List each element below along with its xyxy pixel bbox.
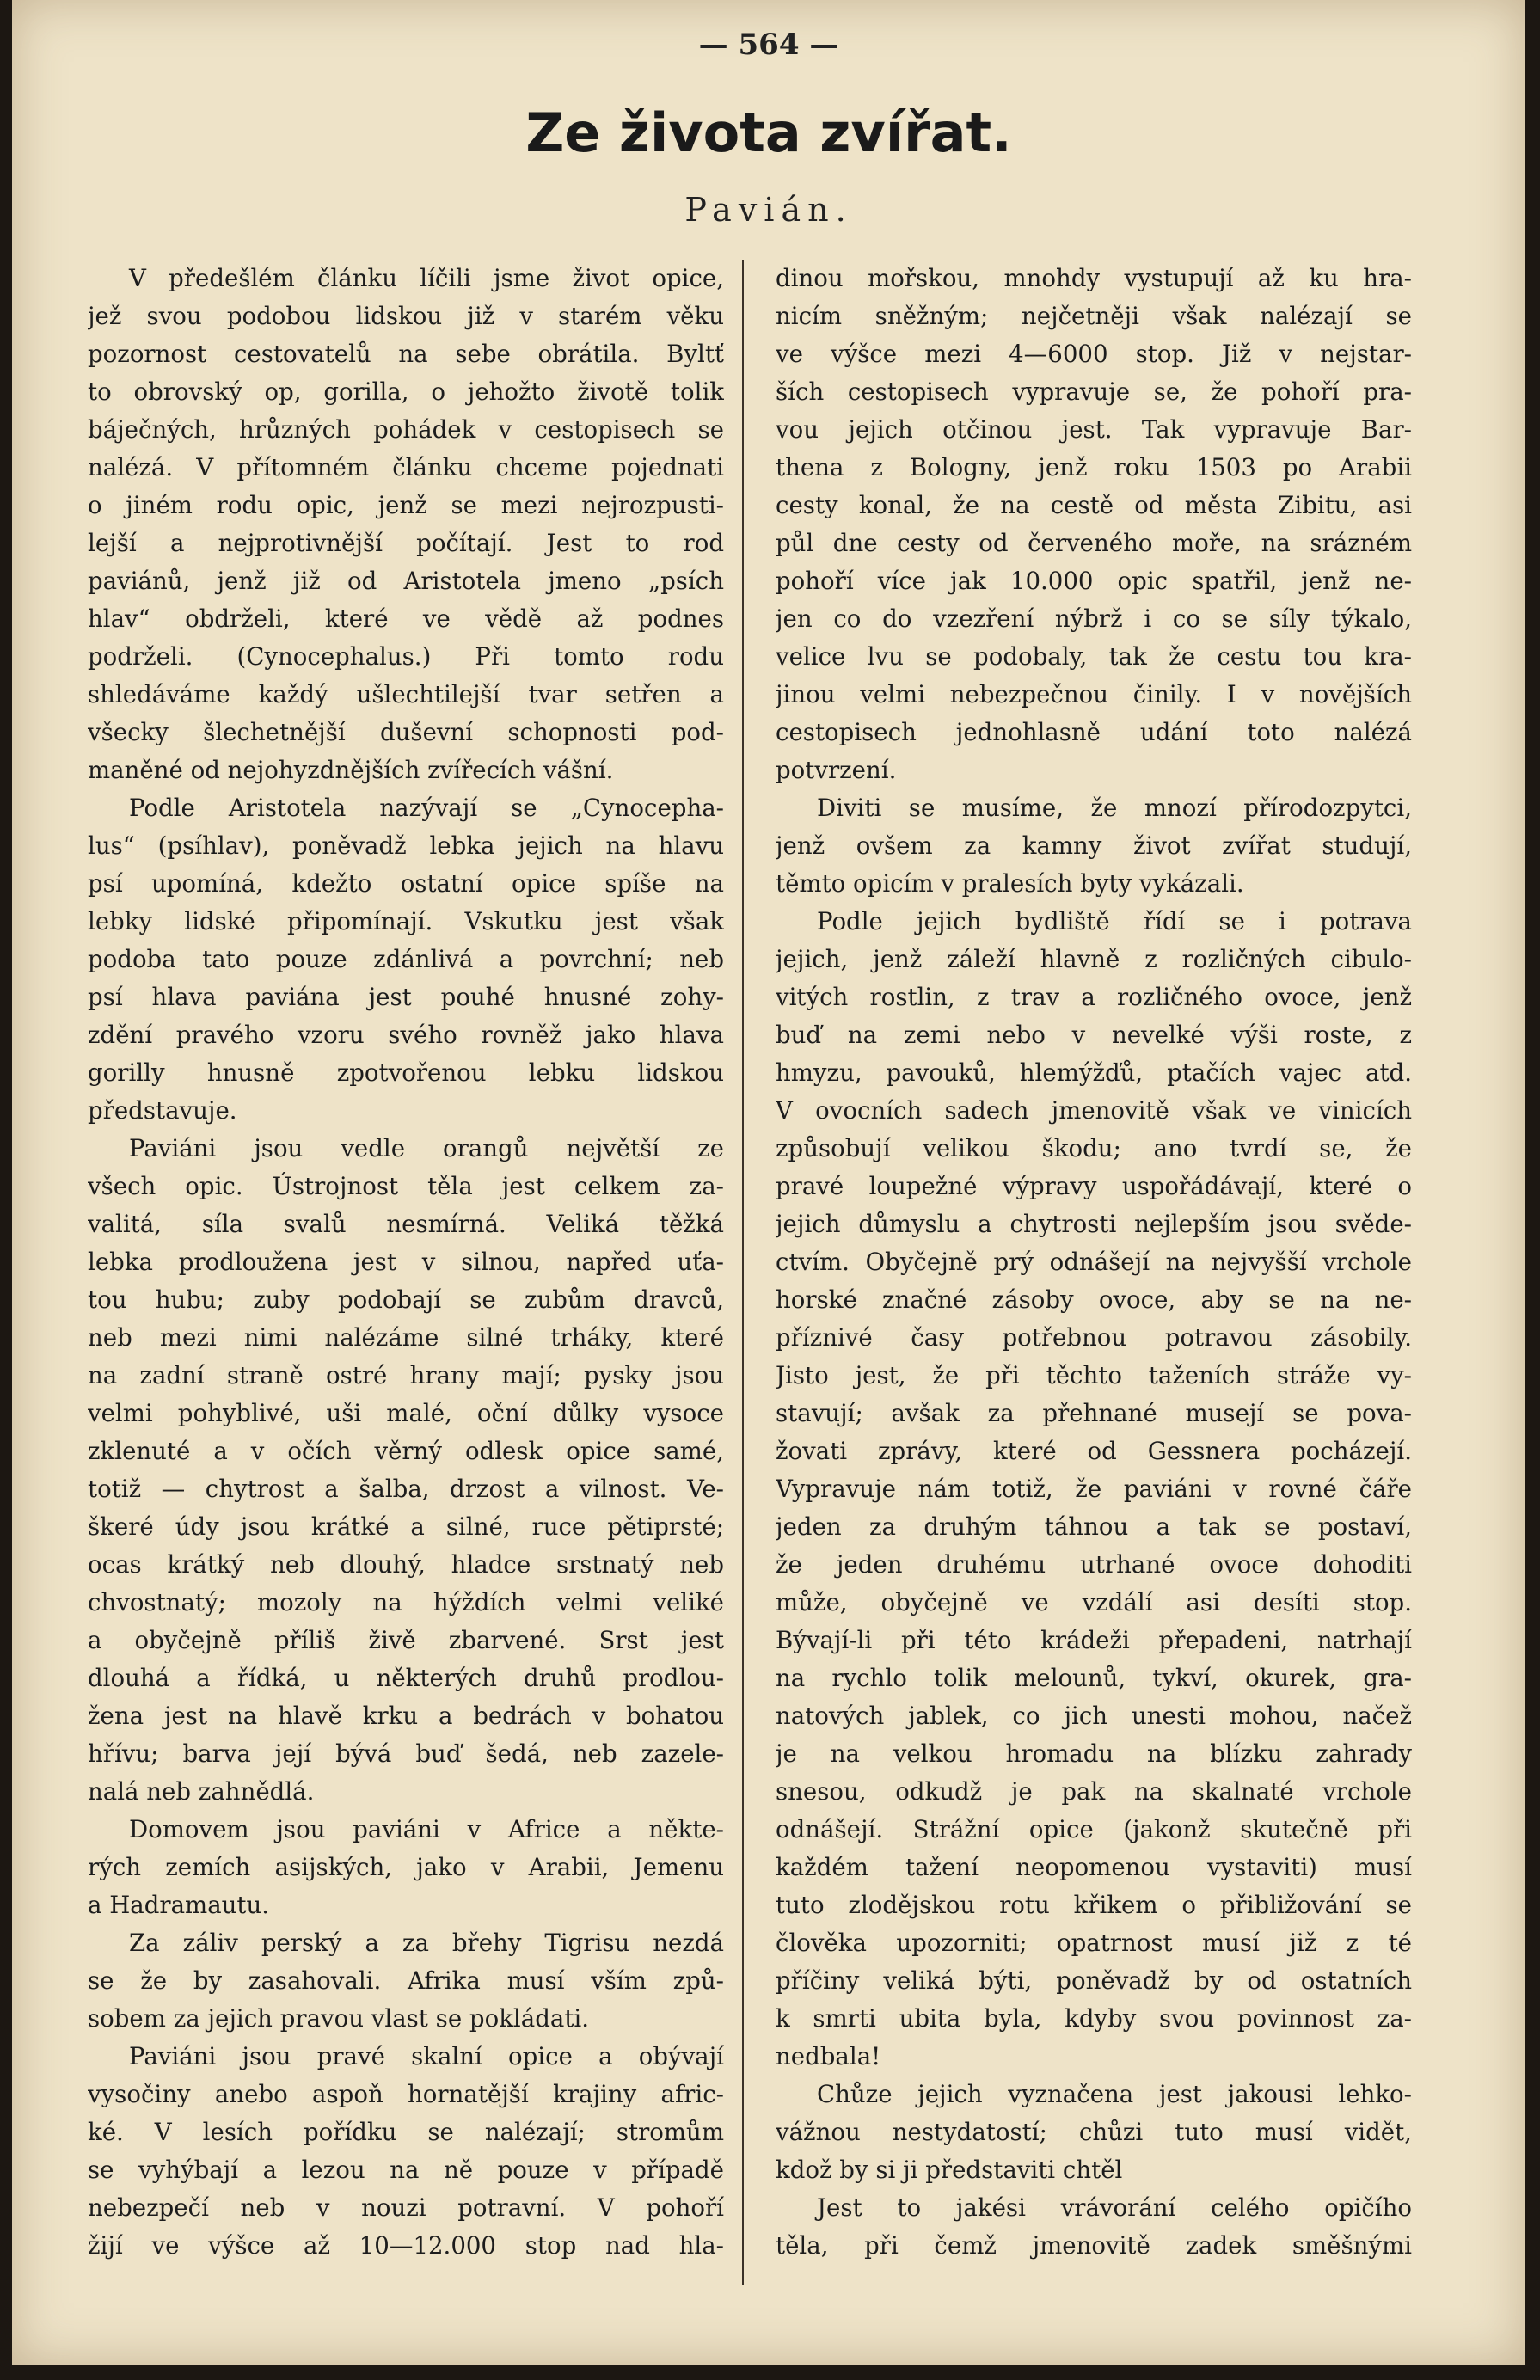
text-line: vážnou nestydatostí; chůzi tuto musí vidět, bbox=[776, 2118, 1412, 2146]
text-line: všecky šlechetnější duševní schopnosti pod- bbox=[88, 718, 724, 746]
text-line: může, obyčejně ve vzdálí asi desíti stop. bbox=[776, 1588, 1412, 1616]
text-line: Za záliv perský a za břehy Tigrisu nezdá bbox=[129, 1929, 724, 1957]
text-line: hřívu; barva její bývá buď šedá, neb zazele- bbox=[88, 1739, 724, 1768]
text-line: cestopisech jednohlasně udání toto nalézá bbox=[776, 718, 1412, 746]
text-line: potvrzení. bbox=[776, 756, 897, 784]
text-line: V ovocních sadech jmenovitě však ve vinicích bbox=[776, 1096, 1412, 1125]
text-line: všech opic. Ústrojnost těla jest celkem za- bbox=[88, 1172, 724, 1200]
text-line: nalá neb zahnědlá. bbox=[88, 1777, 315, 1806]
text-line: Paviáni jsou vedle orangů největší ze bbox=[129, 1134, 724, 1162]
text-line: lebky lidské připomínají. Vskutku jest však bbox=[88, 907, 724, 935]
text-line: pravé loupežné výpravy uspořádávají, které o bbox=[776, 1172, 1412, 1200]
text-line: člověka upozorniti; opatrnost musí již z té bbox=[776, 1929, 1412, 1957]
text-line: každém tažení neopomenou vystaviti) musí bbox=[776, 1853, 1412, 1881]
text-line: způsobují velikou škodu; ano tvrdí se, že bbox=[776, 1134, 1412, 1162]
article-headline: Ze života zvířat. bbox=[525, 101, 1012, 164]
text-line: vou jejich otčinou jest. Tak vypravuje Bar- bbox=[776, 415, 1412, 444]
text-line: půl dne cesty od červeného moře, na srázném bbox=[776, 529, 1412, 557]
text-line: těmto opicím v pralesích byty vykázali. bbox=[776, 869, 1244, 898]
text-line: hlav“ obdrželi, které ve vědě až podnes bbox=[88, 604, 724, 633]
text-line: jeden za druhým táhnou a tak se postaví, bbox=[776, 1512, 1412, 1541]
text-line: nicím sněžným; nejčetněji však nalézají se bbox=[776, 302, 1412, 330]
text-line: podoba tato pouze zdánlivá a povrchní; neb bbox=[88, 945, 724, 973]
text-line: jejich, jenž záleží hlavně z rozličných cibulo- bbox=[776, 945, 1412, 973]
text-line: stavují; avšak za přehnané musejí se pova- bbox=[776, 1399, 1412, 1427]
text-line: neb mezi nimi nalézáme silné trháky, které bbox=[88, 1323, 724, 1352]
text-line: na zadní straně ostré hrany mají; pysky jsou bbox=[88, 1361, 724, 1389]
text-line: že jeden druhému utrhané ovoce dohoditi bbox=[776, 1550, 1412, 1579]
text-line: škeré údy jsou krátké a silné, ruce pětiprsté; bbox=[88, 1512, 724, 1541]
page-number: — 564 — bbox=[698, 28, 839, 62]
text-line: ocas krátký neb dlouhý, hladce srstnatý neb bbox=[88, 1550, 724, 1579]
text-line: se že by zasahovali. Afrika musí vším způ- bbox=[88, 1966, 724, 1995]
text-line: Chůze jejich vyznačena jest jakousi lehko- bbox=[817, 2080, 1412, 2108]
text-line: velmi pohyblivé, uši malé, oční důlky vysoce bbox=[88, 1399, 724, 1427]
text-line: sobem za jejich pravou vlast se pokládati. bbox=[88, 2004, 589, 2033]
text-line: Bývají-li při této krádeži přepadeni, natrhají bbox=[776, 1626, 1412, 1654]
text-line: ké. V lesích pořídku se nalézají; stromům bbox=[88, 2118, 724, 2146]
text-line: tuto zlodějskou rotu křikem o přibližování se bbox=[776, 1891, 1412, 1919]
text-line: nebezpečí neb v nouzi potravní. V pohoří bbox=[88, 2193, 724, 2222]
text-line: a obyčejně příliš živě zbarvené. Srst jest bbox=[88, 1626, 724, 1654]
text-line: dinou mořskou, mnohdy vystupují až ku hra- bbox=[776, 264, 1412, 292]
right-text-column bbox=[776, 260, 1412, 2265]
text-line: horské značné zásoby ovoce, aby se na ne- bbox=[776, 1285, 1412, 1314]
text-line: Paviáni jsou pravé skalní opice a obývají bbox=[129, 2042, 724, 2070]
text-line: natových jablek, co jich unesti mohou, načež bbox=[776, 1702, 1412, 1730]
text-line: Jest to jakési vrávorání celého opičího bbox=[817, 2193, 1412, 2222]
text-line: psí hlava paviána jest pouhé hnusné zohy- bbox=[88, 983, 724, 1011]
text-line: paviánů, jenž již od Aristotela jmeno „psích bbox=[88, 567, 724, 595]
text-line: ve výšce mezi 4—6000 stop. Již v nejstar- bbox=[776, 340, 1412, 368]
text-line: nalézá. V přítomném článku chceme pojednati bbox=[88, 453, 724, 482]
text-line: podrželi. (Cynocephalus.) Při tomto rodu bbox=[88, 642, 724, 671]
text-line: báječných, hrůzných pohádek v cestopisech se bbox=[88, 415, 724, 444]
text-line: lebka prodloužena jest v silnou, napřed uťa- bbox=[88, 1248, 724, 1276]
text-line: Podle jejich bydliště řídí se i potrava bbox=[817, 907, 1412, 935]
text-line: Jisto jest, že při těchto taženích stráže vy- bbox=[776, 1361, 1412, 1389]
text-line: k smrti ubita byla, kdyby svou povinnost za- bbox=[776, 2004, 1412, 2033]
text-line: pozornost cestovatelů na sebe obrátila. Byltť bbox=[88, 340, 724, 368]
text-line: psí upomíná, kdežto ostatní opice spíše na bbox=[88, 869, 724, 898]
text-line: je na velkou hromadu na blízku zahrady bbox=[776, 1739, 1412, 1768]
text-line: shledáváme každý ušlechtilejší tvar setřen a bbox=[88, 680, 724, 708]
text-line: chvostnatý; mozoly na hýždích velmi veliké bbox=[88, 1588, 724, 1616]
text-line: rých zemích asijských, jako v Arabii, Jemenu bbox=[88, 1853, 724, 1881]
text-line: odnášejí. Strážní opice (jakonž skutečně při bbox=[776, 1815, 1412, 1843]
text-line: thena z Bologny, jenž roku 1503 po Arabii bbox=[776, 453, 1412, 482]
text-line: zdění pravého vzoru svého rovněž jako hlava bbox=[88, 1021, 724, 1049]
text-line: V předešlém článku líčili jsme život opice, bbox=[129, 264, 724, 292]
text-line: to obrovský op, gorilla, o jehožto životě tolik bbox=[88, 377, 724, 406]
text-line: snesou, odkudž je pak na skalnaté vrchole bbox=[776, 1777, 1412, 1806]
text-line: jejich důmyslu a chytrosti nejlepším jsou svěde- bbox=[776, 1210, 1412, 1238]
text-line: se vyhýbají a lezou na ně pouze v případě bbox=[88, 2156, 724, 2184]
text-line: žena jest na hlavě krku a bedrách v bohatou bbox=[88, 1702, 724, 1730]
text-line: hmyzu, pavouků, hlemýžďů, ptačích vajec atd. bbox=[776, 1058, 1412, 1087]
text-line: představuje. bbox=[88, 1096, 237, 1125]
text-line: vysočiny anebo aspoň hornatější krajiny afric- bbox=[88, 2080, 724, 2108]
text-line: Podle Aristotela nazývají se „Cynocepha- bbox=[129, 794, 724, 822]
text-line: buď na zemi nebo v nevelké výši roste, z bbox=[776, 1021, 1412, 1049]
text-line: jinou velmi nebezpečnou činily. I v novějších bbox=[776, 680, 1412, 708]
text-line: cesty konal, že na cestě od města Zibitu, asi bbox=[776, 491, 1412, 519]
text-line: příznivé časy potřebnou potravou zásobily. bbox=[776, 1323, 1412, 1352]
text-line: lus“ (psíhlav), poněvadž lebka jejich na hlavu bbox=[88, 831, 724, 860]
text-line: lejší a nejprotivnější počítají. Jest to rod bbox=[88, 529, 724, 557]
text-line: nedbala! bbox=[776, 2042, 881, 2070]
left-text-column bbox=[88, 260, 724, 2265]
text-line: žovati zprávy, které od Gessnera pocházejí. bbox=[776, 1437, 1412, 1465]
text-line: Vypravuje nám totiž, že paviáni v rovné čáře bbox=[776, 1475, 1412, 1503]
text-line: o jiném rodu opic, jenž se mezi nejrozpusti- bbox=[88, 491, 724, 519]
text-line: tou hubu; zuby podobají se zubům dravců, bbox=[88, 1285, 724, 1314]
text-line: Diviti se musíme, že mnozí přírodozpytci, bbox=[817, 794, 1412, 822]
newspaper-page bbox=[12, 0, 1525, 2365]
text-line: dlouhá a řídká, u některých druhů prodlou- bbox=[88, 1664, 724, 1692]
text-line: příčiny veliká býti, poněvadž by od ostatních bbox=[776, 1966, 1412, 1995]
text-line: velice lvu se podobaly, tak že cestu tou kra- bbox=[776, 642, 1412, 671]
text-line: jež svou podobou lidskou již v starém věku bbox=[88, 302, 724, 330]
text-line: ctvím. Obyčejně prý odnášejí na nejvyšší vrchole bbox=[776, 1248, 1412, 1276]
text-line: ších cestopisech vypravuje se, že pohoří pra- bbox=[776, 377, 1412, 406]
text-line: pohoří více jak 10.000 opic spatřil, jenž ne- bbox=[776, 567, 1412, 595]
text-line: zklenuté a v očích věrný odlesk opice samé, bbox=[88, 1437, 724, 1465]
text-line: vitých rostlin, z trav a rozličného ovoce, jenž bbox=[776, 983, 1412, 1011]
text-line: jenž ovšem za kamny život zvířat studují, bbox=[776, 831, 1412, 860]
text-line: kdož by si ji představiti chtěl bbox=[776, 2156, 1123, 2184]
column-divider bbox=[742, 260, 744, 2285]
text-line: valitá, síla svalů nesmírná. Veliká těžká bbox=[88, 1210, 724, 1238]
article-subheading: Pavián. bbox=[684, 191, 853, 229]
text-line: těla, při čemž jmenovitě zadek směšnými bbox=[776, 2231, 1412, 2260]
text-line: žijí ve výšce až 10—12.000 stop nad hla- bbox=[88, 2231, 724, 2260]
text-line: jen co do vzezření nýbrž i co se síly týkalo, bbox=[776, 604, 1412, 633]
text-line: maněné od nejohyzdnějších zvířecích vášní. bbox=[88, 756, 614, 784]
text-line: a Hadramautu. bbox=[88, 1891, 270, 1919]
text-line: na rychlo tolik melounů, tykví, okurek, gra- bbox=[776, 1664, 1412, 1692]
text-line: gorilly hnusně zpotvořenou lebku lidskou bbox=[88, 1058, 724, 1087]
text-line: totiž — chytrost a šalba, drzost a vilnost. Ve- bbox=[88, 1475, 724, 1503]
text-line: Domovem jsou paviáni v Africe a někte- bbox=[129, 1815, 724, 1843]
